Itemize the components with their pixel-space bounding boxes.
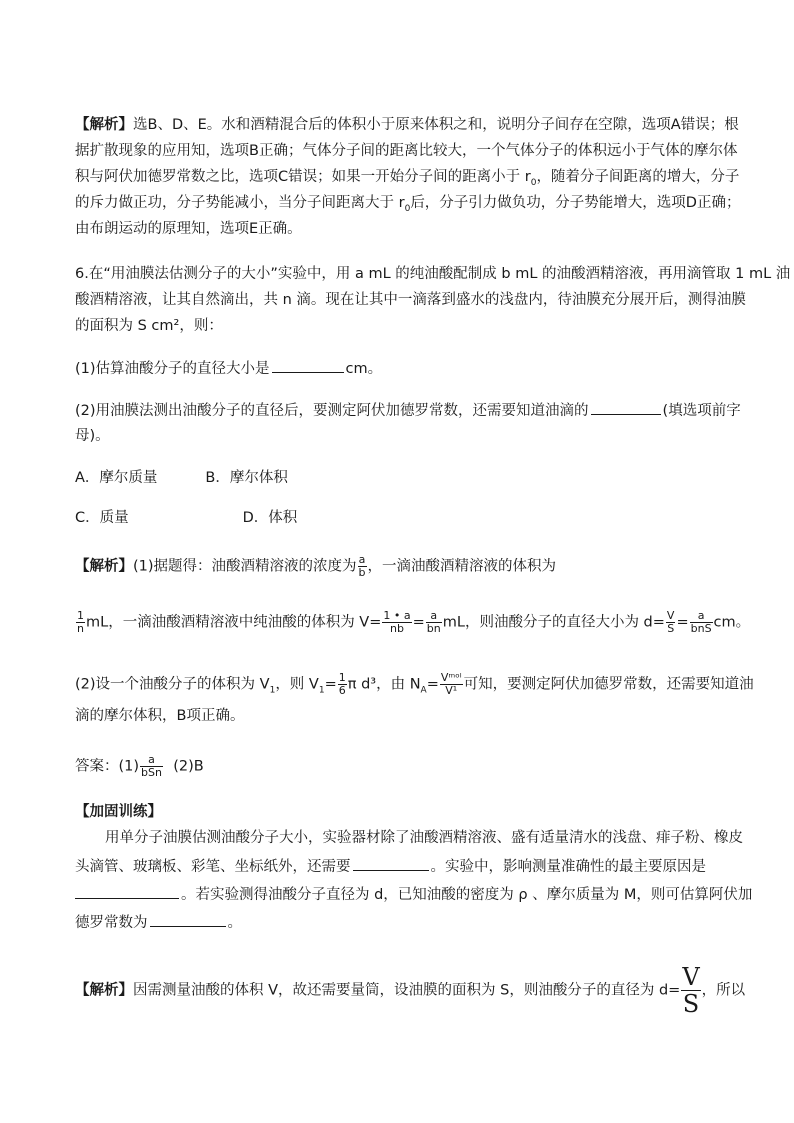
fraction: $\frac{a}{\text{bnS}}$ xyxy=(690,609,712,635)
fraction: $\frac{V}{S}$ xyxy=(666,609,675,635)
answer-blank[interactable] xyxy=(75,884,179,899)
q6-part2-line1: (2)用油膜法测出油酸分子的直径后，要测定阿伏加德罗常数，还需要知道油滴的 (填选项前字 xyxy=(75,400,725,421)
analysis2-line2: $\frac{1}{n}$ mL，一滴油酸酒精溶液中纯油酸的体积为 V= $\frac{1 • a}{nb}$ = $\frac{a}{bn}$ mL，则油酸分子的直径大小为 d= $\frac{V}{S}$ = $\frac{a}{\text{bnS}}$ cm。 xyxy=(77,609,751,635)
reinforce-line4: 德罗常数为 。 xyxy=(75,912,725,933)
answer-blank[interactable] xyxy=(272,358,344,373)
analysis2-line4: 滴的摩尔体积，B项正确。 xyxy=(75,708,245,724)
q6-options-row1 xyxy=(75,468,725,488)
fraction: $\frac{\text{Vᵐᵒˡ}}{\text{V¹}}$ xyxy=(440,671,462,697)
reinforce-line2: 头滴管、玻璃板、彩笔、坐标纸外，还需要 。实验中，影响测量准确性的最主要原因是 xyxy=(75,856,725,877)
option-a: A．摩尔质量 xyxy=(75,470,158,486)
answer-blank[interactable] xyxy=(591,400,661,415)
reinforce-line1: 用单分子油膜估测油酸分子大小，实验器材除了油酸酒精溶液、盛有适量清水的浅盘、痱子粉、橡皮 xyxy=(105,830,743,846)
reinforce-line3: 。若实验测得油酸分子直径为 d，已知油酸的密度为 ρ 、摩尔质量为 M，则可估算阿伏加 xyxy=(75,884,725,905)
section-label: 【加固训练】 xyxy=(75,804,162,820)
q6-line3: 的面积为 S cm²，则： xyxy=(75,318,223,334)
q6-line1: 6.在“用油膜法估测分子的大小”实验中，用 a mL 的纯油酸配制成 b mL 的油酸酒精溶液，再用滴管取 1 mL 油 xyxy=(75,266,791,282)
analysis1-line4: 的斥力做正功，分子势能减小，当分子间距离大于 $r_0$后，分子引力做负功，分子势能增大，选项D正确； xyxy=(75,195,741,214)
q6-part2-line2: 母)。 xyxy=(75,428,110,444)
analysis2-line3: (2)设一个油酸分子的体积为 $V_1$，则 $V_1=$ $\frac{1}{6}$ π d³，由 $N_A=$ $\frac{\text{Vᵐᵒˡ}}{\text{V¹}}$ 可知，要测定阿伏加德罗常数，还需要知道油 xyxy=(75,671,754,697)
fraction: $\frac{a}{\text{bSn}}$ xyxy=(141,753,162,779)
analysis1-line3: 积与阿伏加德罗常数之比，选项C错误；如果一开始分子间的距离小于 $r_0$，随着分子间距离的增大，分子 xyxy=(75,169,740,188)
fraction: $\frac{1}{6}$ xyxy=(338,671,346,697)
option-c: C．质量 xyxy=(75,510,129,526)
fraction: $\frac{a}{bn}$ xyxy=(426,609,441,635)
analysis1-line1: 【解析】选B、D、E。水和酒精混合后的体积小于原来体积之和，说明分子间存在空隙，选项A错误；根 xyxy=(75,117,739,133)
analysis-label: 【解析】 xyxy=(75,982,133,999)
analysis3-line1: 【解析】因需测量油酸的体积 V，故还需要量筒，设油膜的面积为 S，则油酸分子的直径为 d= $\frac{V}{S}$ ，所以 xyxy=(75,963,746,1018)
analysis2-line1: 【解析】(1)据题得：油酸酒精溶液的浓度为 $\frac{a}{b}$ ，一滴油酸酒精溶液的体积为 xyxy=(75,553,557,579)
fraction: $\frac{a}{b}$ xyxy=(358,553,366,579)
analysis-label: 【解析】 xyxy=(75,558,133,575)
q6-line2: 酸酒精溶液，让其自然滴出，共 n 滴。现在让其中一滴落到盛水的浅盘内，待油膜充分展开后，测得油膜 xyxy=(75,292,746,308)
analysis1-line2: 据扩散现象的应用知，选项B正确；气体分子间的距离比较大，一个气体分子的体积远小于气体的摩尔体 xyxy=(75,143,738,159)
analysis-label: 【解析】 xyxy=(75,117,133,133)
analysis1-line5: 由布朗运动的原理知，选项E正确。 xyxy=(75,221,302,237)
fraction: $\frac{1}{n}$ xyxy=(77,609,84,635)
reinforce-heading xyxy=(75,802,725,822)
option-d: D．体积 xyxy=(242,510,298,526)
fraction: $\frac{V}{S}$ xyxy=(682,963,700,1018)
answer-line: 答案：(1) $\frac{a}{\text{bSn}}$ (2)B xyxy=(75,753,204,779)
option-b: B．摩尔体积 xyxy=(205,470,288,486)
q6-part1: (1)估算油酸分子的直径大小是 cm。 xyxy=(75,358,725,379)
fraction: $\frac{1 • a}{nb}$ xyxy=(383,609,411,635)
q6-options-row2 xyxy=(75,508,725,528)
answer-blank[interactable] xyxy=(353,856,429,871)
answer-blank[interactable] xyxy=(150,912,226,927)
